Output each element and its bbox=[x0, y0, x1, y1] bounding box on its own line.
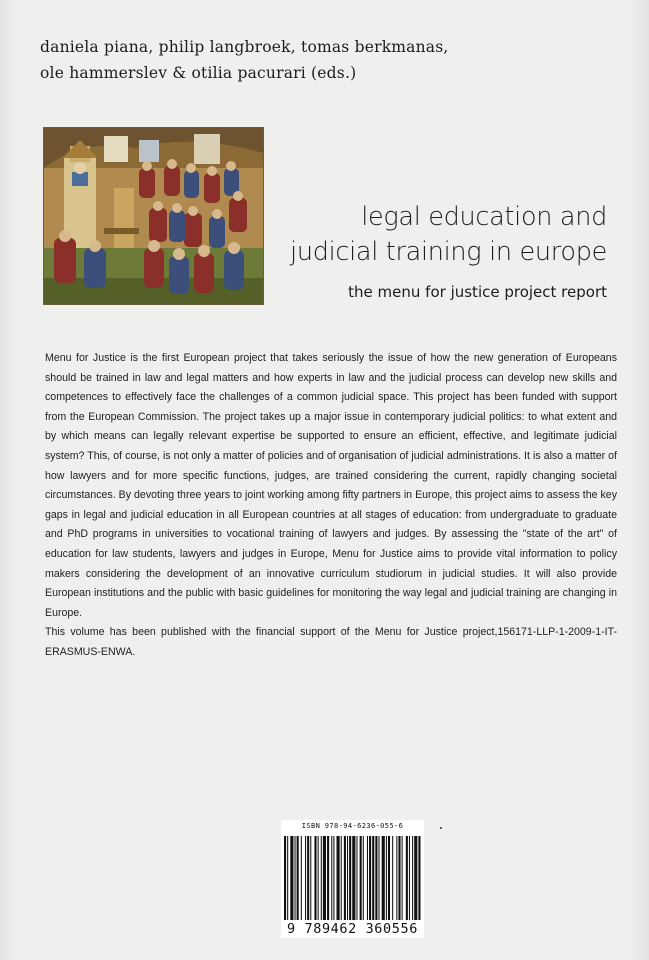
barcode-bar bbox=[386, 836, 387, 920]
blurb-paragraph-1: Menu for Justice is the first European project that takes seriously the issue of how the new generation of Europeans should be trained in law and legal matters and how experts in law and the judicial process can develop new skills and competences to effectively face the challenges of a common judicial space. This project has been funded with support from the European Commission. The project takes up a major issue in contemporary judicial politics: to what extent and by which means can legally relevant expertise be supported to ensure an efficient, effective, and legitimate judicial system? This, of course, is not only a matter of policies and of organisation of judicial administrations. It is also a matter of how lawyers and for more specific functions, judges, are trained considering the current, rapidly changing societal circumstances. By devoting three years to joint working among fifty partners in Europe, this project aims to assess the key gaps in legal and judicial education in all European countries at all stages of education: from undergraduate to graduate and PhD programs in universities to vocational training of lawyers and judges. By assessing the "state of the art" of education for law students, lawyers and judges in Europe, Menu for Justice aims to provide vital information to policy makers considering the development of an innovative curriculum studiorum in judicial studies. It will also provide European institutions and the public with basic guidelines for monitoring the way legal and judicial training are changing in Europe. bbox=[45, 352, 617, 619]
barcode-bar bbox=[307, 836, 309, 920]
barcode-bar bbox=[379, 836, 380, 920]
medieval-lecture-illustration bbox=[43, 127, 264, 305]
editors-credit bbox=[40, 34, 640, 86]
barcode-bar bbox=[369, 836, 371, 920]
barcode-bar bbox=[382, 836, 385, 920]
print-speck bbox=[440, 827, 442, 829]
barcode-bar bbox=[344, 836, 346, 920]
barcode-bar bbox=[375, 836, 377, 920]
barcode-bar bbox=[352, 836, 355, 920]
barcode-bar bbox=[414, 836, 417, 920]
barcode-bar bbox=[318, 836, 319, 920]
barcode-bar bbox=[349, 836, 351, 920]
book-title-line-1: legal education and bbox=[361, 202, 607, 232]
barcode-bar bbox=[331, 836, 332, 920]
barcode-bar bbox=[301, 836, 302, 920]
barcode-bar bbox=[310, 836, 311, 920]
barcode-bar bbox=[398, 836, 400, 920]
barcode-bars bbox=[284, 836, 421, 920]
barcode-bar bbox=[347, 836, 348, 920]
barcode-bar bbox=[337, 836, 340, 920]
barcode-bar bbox=[295, 836, 296, 920]
barcode-bar bbox=[341, 836, 342, 920]
barcode-bar bbox=[287, 836, 288, 920]
barcode-bar bbox=[356, 836, 357, 920]
barcode-bar bbox=[406, 836, 408, 920]
barcode-bar bbox=[333, 836, 334, 920]
barcode-bar bbox=[323, 836, 326, 920]
ean-number: 9 789462 360556 bbox=[287, 921, 418, 937]
barcode-bar bbox=[396, 836, 397, 920]
barcode-bar bbox=[360, 836, 362, 920]
barcode-bar bbox=[327, 836, 329, 920]
book-title-line-2: judicial training in europe bbox=[290, 237, 607, 267]
barcode-bar bbox=[402, 836, 403, 920]
barcode-bar bbox=[412, 836, 413, 920]
illustration-art bbox=[44, 128, 263, 304]
barcode-bar bbox=[418, 836, 420, 920]
barcode-bar bbox=[284, 836, 286, 920]
barcode-bar bbox=[290, 836, 293, 920]
isbn-barcode bbox=[281, 820, 424, 938]
isbn-label: ISBN 978-94-6236-055-6 bbox=[301, 822, 404, 830]
barcode-bar bbox=[297, 836, 299, 920]
barcode-bar bbox=[363, 836, 364, 920]
blurb-paragraph-2: This volume has been published with the financial support of the Menu for Justice project,156171-LLP-1-2009-1-IT-ERASMUS-ENWA. bbox=[45, 626, 617, 658]
editors-line-2: ole hammerslev & otilia pacurari (eds.) bbox=[40, 64, 357, 82]
barcode-bar bbox=[409, 836, 410, 920]
barcode-bar bbox=[392, 836, 393, 920]
book-subtitle: the menu for justice project report bbox=[348, 283, 607, 301]
barcode-bar bbox=[367, 836, 368, 920]
barcode-bar bbox=[372, 836, 374, 920]
back-cover-blurb bbox=[45, 349, 617, 663]
editors-line-1: daniela piana, philip langbroek, tomas berkmanas, bbox=[40, 38, 449, 56]
barcode-bar bbox=[321, 836, 322, 920]
barcode-bar bbox=[305, 836, 306, 920]
barcode-bar bbox=[314, 836, 316, 920]
barcode-bar bbox=[388, 836, 390, 920]
book-title-block bbox=[290, 200, 607, 301]
